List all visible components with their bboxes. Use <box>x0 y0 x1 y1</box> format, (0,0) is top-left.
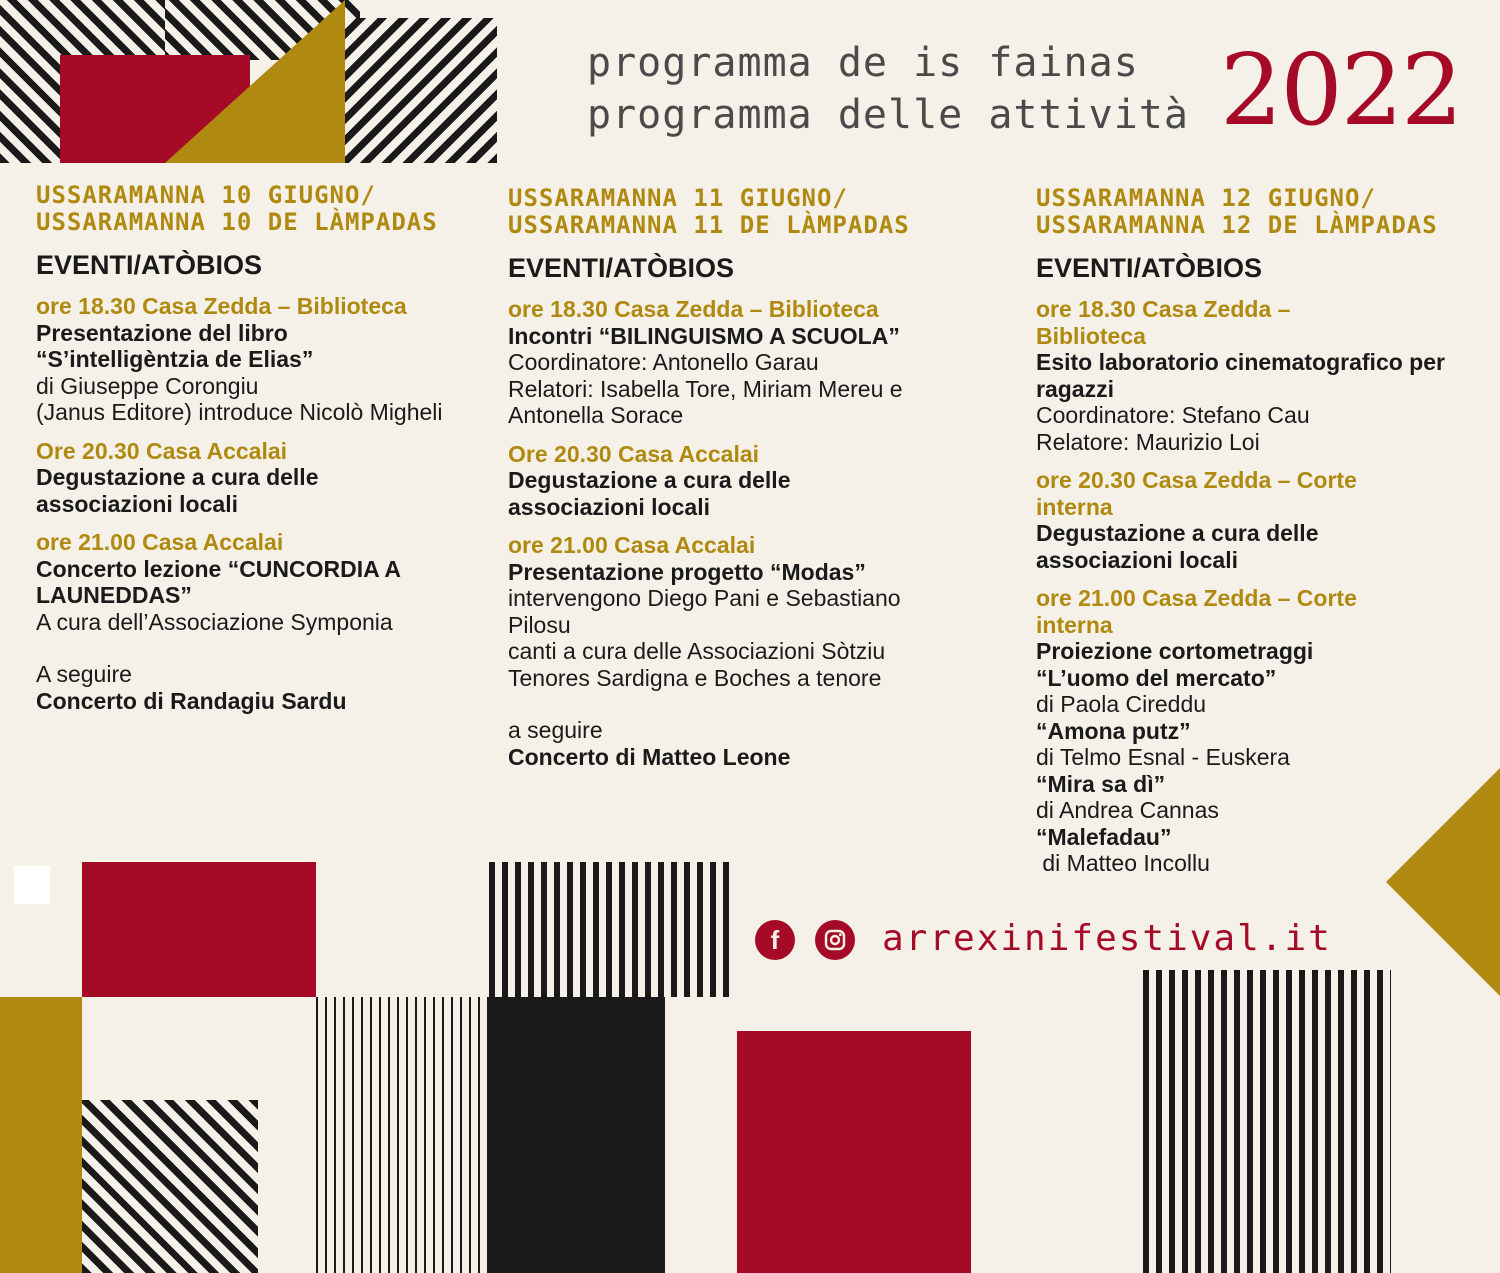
film-director: di Matteo Incollu <box>1036 850 1210 876</box>
film-title: “Amona putz” <box>1036 717 1191 744</box>
event-title: Degustazione a cura delle associazioni locali <box>1036 520 1319 573</box>
decor-gold-triangle-top <box>165 0 345 163</box>
header-title-italian: programma delle attività <box>587 92 1189 138</box>
film-director: di Telmo Esnal - Euskera <box>1036 744 1290 770</box>
event-title: Degustazione a cura delle associazioni locali <box>36 464 319 517</box>
events-label: EVENTI/ATÒBIOS <box>36 250 263 280</box>
day-column-2 <box>508 185 958 782</box>
decor-gold-triangle-right <box>1386 768 1500 996</box>
instagram-glyph <box>823 928 847 952</box>
decor-vertical-stripes-right <box>1143 970 1391 1273</box>
day-title: USSARAMANNA 10 GIUGNO/ USSARAMANNA 10 DE LÀMPADAS <box>36 181 438 236</box>
event-item <box>36 438 486 518</box>
event-item <box>508 532 958 770</box>
decor-thin-stripes <box>316 997 488 1273</box>
event-time: ore 18.30 Casa Zedda – Biblioteca <box>508 296 879 322</box>
event-item <box>36 293 486 426</box>
event-title: Proiezione cortometraggi <box>1036 638 1314 664</box>
film-director: di Andrea Cannas <box>1036 797 1219 823</box>
header-year: 2022 <box>1220 34 1462 148</box>
event-time: Ore 20.30 Casa Accalai <box>36 437 288 464</box>
event-title: Concerto lezione “CUNCORDIA A LAUNEDDAS” <box>36 555 401 608</box>
day-title: USSARAMANNA 12 GIUGNO/ USSARAMANNA 12 DE LÀMPADAS <box>1036 184 1438 239</box>
event-detail: intervengono Diego Pani e Sebastiano Pilosu <box>508 585 901 638</box>
film-director: di Paola Cireddu <box>1036 691 1207 717</box>
after-label: A seguire <box>36 661 132 687</box>
event-title: Esito laboratorio cinematografico per ragazzi <box>1036 349 1445 402</box>
event-detail: Coordinatore: Stefano Cau <box>1036 402 1310 428</box>
event-item <box>1036 296 1456 455</box>
event-time: ore 21.00 Casa Accalai <box>36 529 284 555</box>
after-label: a seguire <box>508 717 603 743</box>
event-time: ore 21.00 Casa Zedda – Corte interna <box>1036 585 1357 638</box>
event-title: Incontri “BILINGUISMO A SCUOLA” <box>508 322 900 349</box>
event-item <box>1036 467 1456 573</box>
event-time: Ore 20.30 Casa Accalai <box>508 440 760 467</box>
event-item <box>36 529 486 714</box>
decor-vertical-stripes-mid <box>489 862 735 997</box>
decor-gold-block-left <box>0 997 82 1273</box>
decor-stripes-topright <box>345 18 497 163</box>
after-title: Concerto di Matteo Leone <box>508 743 791 770</box>
event-detail: (Janus Editore) introduce Nicolò Migheli <box>36 399 443 425</box>
event-time: ore 21.00 Casa Accalai <box>508 532 756 558</box>
decor-black-block <box>488 997 665 1273</box>
event-detail: Coordinatore: Antonello Garau <box>508 349 819 375</box>
event-title: Degustazione a cura delle associazioni locali <box>508 467 791 520</box>
after-title: Concerto di Randagiu Sardu <box>36 687 347 714</box>
events-label: EVENTI/ATÒBIOS <box>508 253 735 283</box>
event-detail: Relatore: Maurizio Loi <box>1036 428 1260 455</box>
instagram-icon[interactable] <box>815 920 855 960</box>
day-title: USSARAMANNA 11 GIUGNO/ USSARAMANNA 11 DE LÀMPADAS <box>508 184 910 239</box>
decor-red-block-bottom <box>737 1031 971 1273</box>
event-title: Presentazione del libro “S’intelligèntzia de Elias” <box>36 319 314 372</box>
facebook-icon[interactable]: f <box>755 920 795 960</box>
day-column-1 <box>36 182 486 726</box>
film-title: “L’uomo del mercato” <box>1036 664 1277 691</box>
event-title: Presentazione progetto “Modas” <box>508 558 866 585</box>
film-title: “Malefadau” <box>1036 823 1172 850</box>
website-link[interactable]: arrexinifestival.it <box>882 918 1332 959</box>
event-detail: canti a cura delle Associazioni Sòtziu Tenores Sardigna e Boches a tenore <box>508 638 886 691</box>
event-time: ore 20.30 Casa Zedda – Corte interna <box>1036 467 1357 520</box>
decor-white-square <box>14 866 50 904</box>
decor-red-block-left <box>82 862 316 997</box>
film-title: “Mira sa dì” <box>1036 770 1166 797</box>
event-item <box>508 441 958 521</box>
event-time: ore 18.30 Casa Zedda – Biblioteca <box>36 293 407 319</box>
events-label: EVENTI/ATÒBIOS <box>1036 253 1263 283</box>
event-detail: A cura dell’Associazione Symponia <box>36 608 393 635</box>
event-time: ore 18.30 Casa Zedda – Biblioteca <box>1036 296 1291 349</box>
event-detail: di Giuseppe Corongiu <box>36 372 259 399</box>
decor-stripes-bottom-left <box>82 1100 258 1273</box>
header-title-sardinian: programma de is fainas <box>587 40 1139 86</box>
event-item <box>508 296 958 429</box>
event-detail: Relatori: Isabella Tore, Miriam Mereu e Antonella Sorace <box>508 375 903 428</box>
